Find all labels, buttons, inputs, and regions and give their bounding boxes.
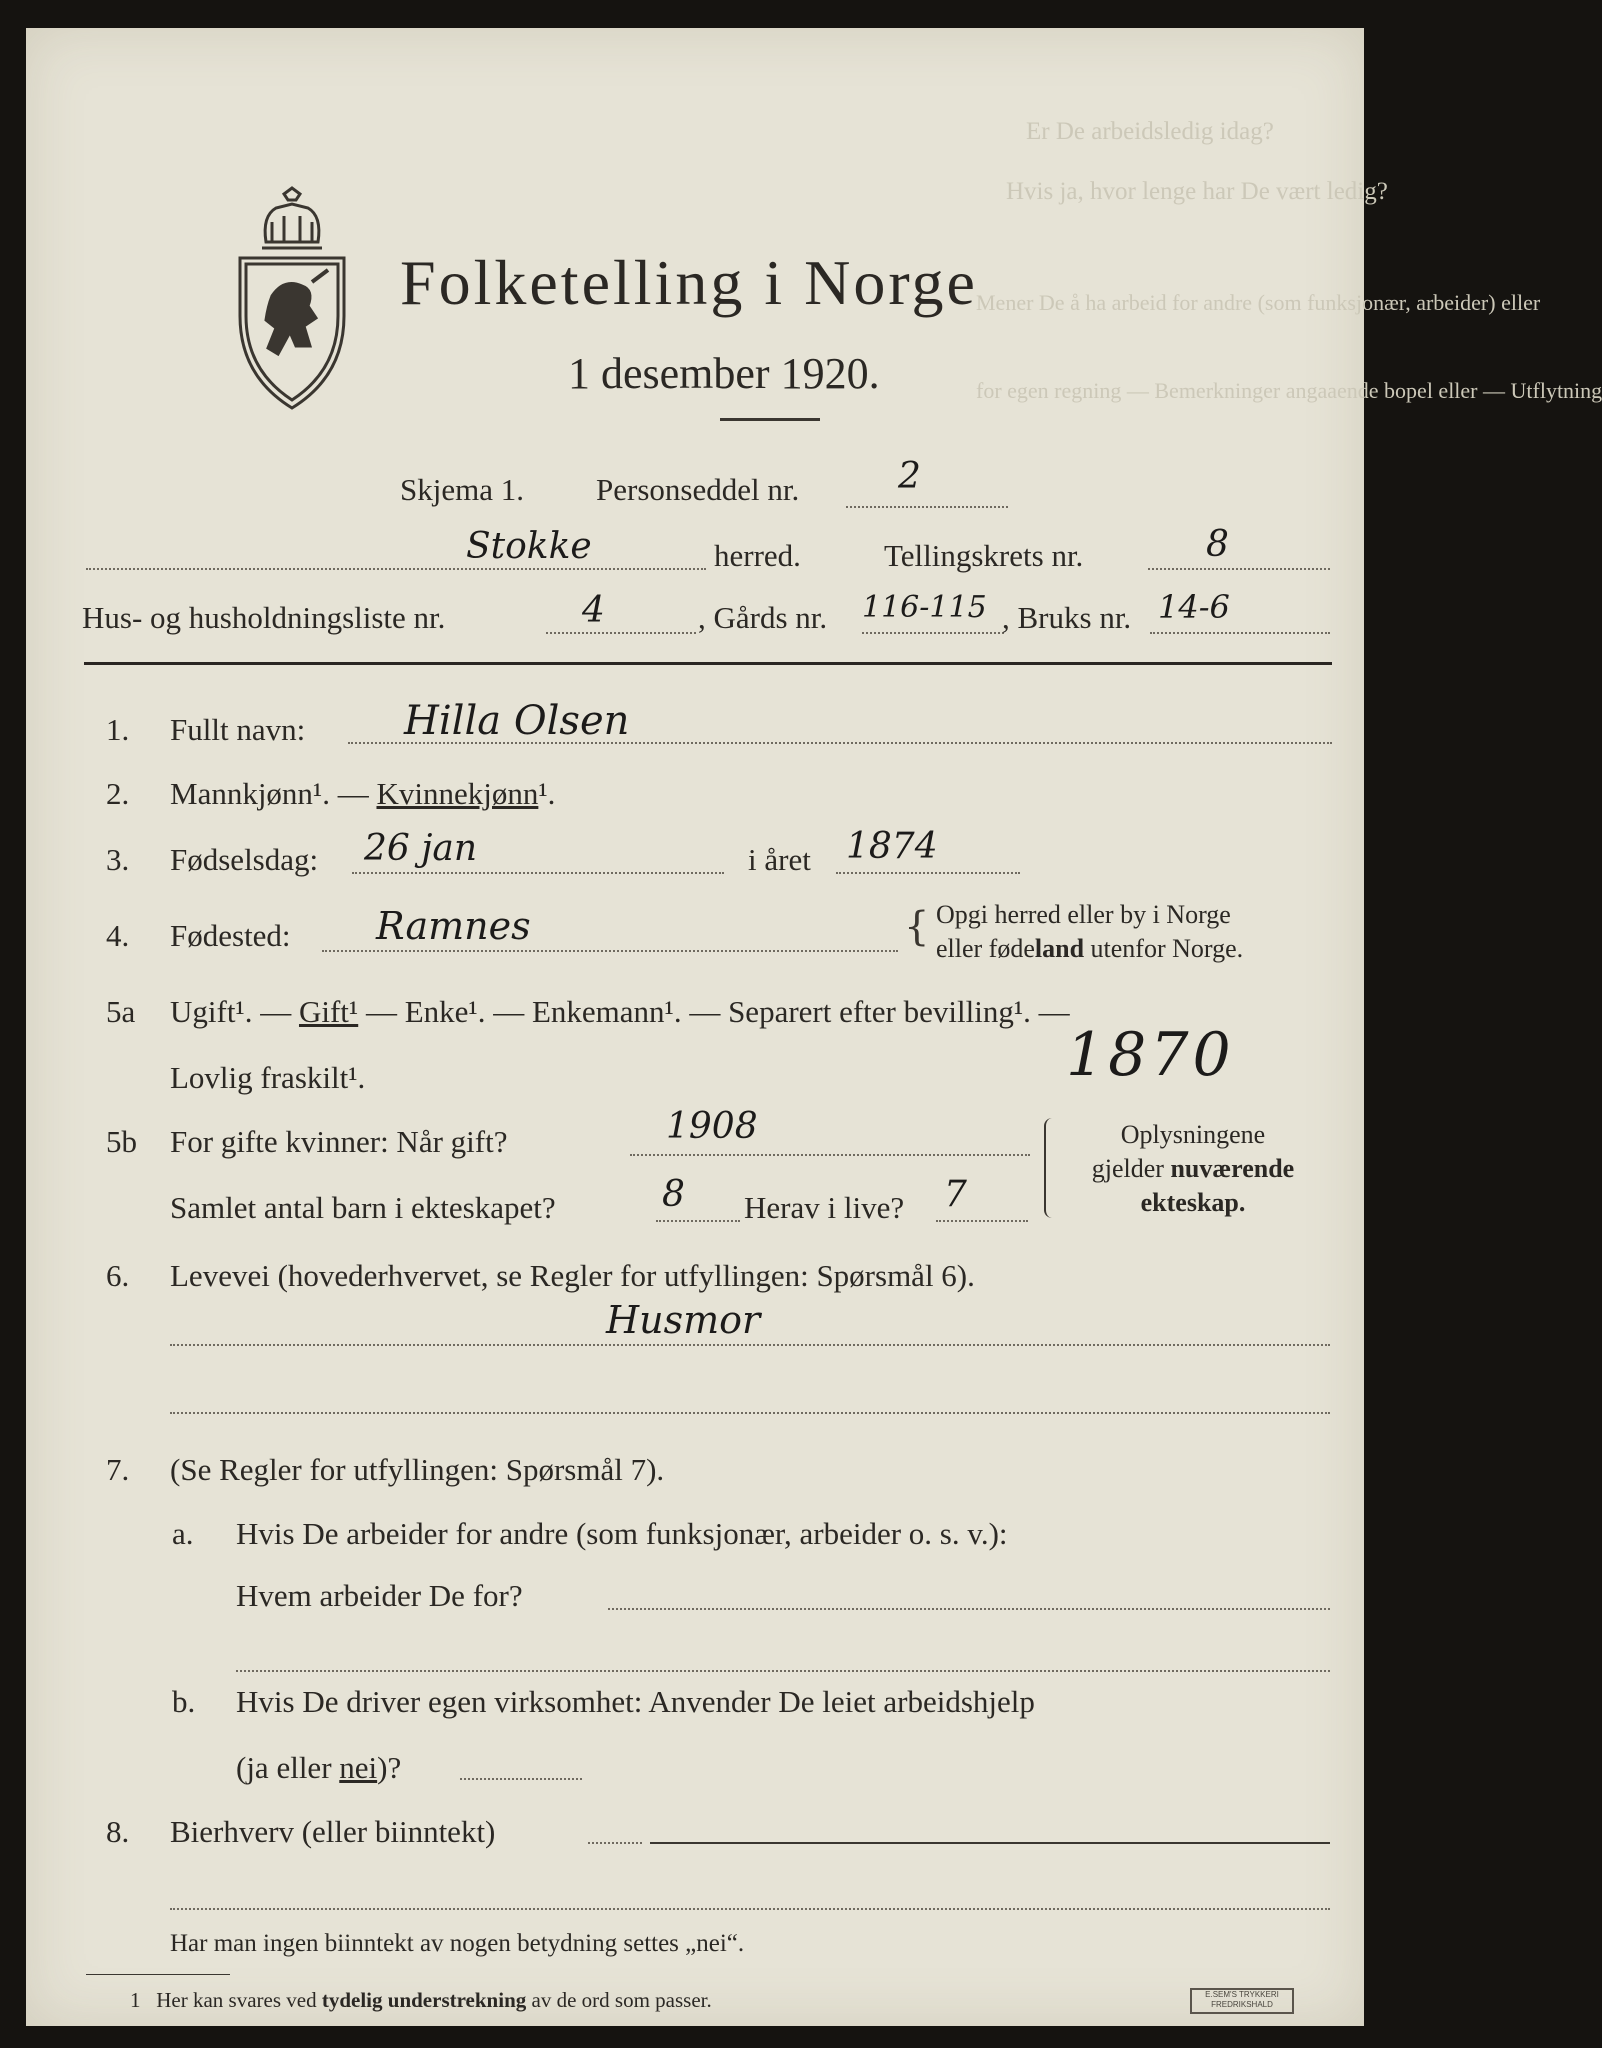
hired-help-field[interactable] — [460, 1778, 582, 1780]
footnote — [130, 1988, 712, 2013]
female-sup: ¹. — [538, 776, 556, 811]
printer-stamp — [1190, 1988, 1294, 2014]
occupation-field[interactable] — [170, 1344, 1330, 1346]
title-rule — [720, 418, 820, 421]
footnote-text: Her kan svares ved — [156, 1988, 322, 2012]
hus-label: Hus- og husholdningsliste nr. — [82, 600, 446, 635]
form-title: Folketelling i Norge — [400, 247, 978, 318]
herred-label: herred. — [714, 538, 801, 573]
side-income-label: Bierhverv (eller biinntekt) — [170, 1814, 496, 1849]
birth-year-value: 1874 — [846, 826, 938, 867]
employer-field-2[interactable] — [236, 1670, 1330, 1672]
personseddel-value: 2 — [898, 456, 921, 497]
hired-help-options — [236, 1750, 401, 1786]
q7a-letter: a. — [172, 1516, 194, 1551]
marriage-note-2 — [1058, 1154, 1328, 1184]
bruks-label: , Bruks nr. — [1002, 600, 1132, 635]
q3-label: Fødselsdag: — [170, 842, 319, 877]
norway-coat-of-arms-icon — [232, 186, 352, 412]
occupation-value: Husmor — [606, 1298, 761, 1342]
q6-number: 6. — [106, 1258, 130, 1293]
question-mark: )? — [377, 1750, 402, 1785]
footnote-bold: tydelig understrekning — [321, 1988, 527, 2012]
bleed-through-line: Mener De å ha arbeid for andre (som funksjonær, arbeider) eller — [976, 290, 1541, 315]
q5a-number: 5a — [106, 994, 136, 1029]
q3-number: 3. — [106, 842, 130, 877]
footnote-rule — [86, 1974, 230, 1975]
birthplace-note-1: Opgi herred eller by i Norge — [936, 900, 1231, 929]
bleed-through-line: Hvis ja, hvor lenge har De vært ledig? — [1006, 178, 1388, 205]
q7-number: 7. — [106, 1452, 130, 1487]
q1-number: 1. — [106, 712, 130, 747]
q2-number: 2. — [106, 776, 130, 811]
note-bold: land — [1034, 934, 1085, 963]
skjema-label: Skjema 1. — [400, 472, 524, 507]
birth-year-field[interactable] — [836, 872, 1020, 874]
year-label: i året — [748, 842, 811, 877]
q7-label: (Se Regler for utfyllingen: Spørsmål 7). — [170, 1452, 665, 1487]
q7a-text: Hvis De arbeider for andre (som funksjonær, arbeider o. s. v.): — [236, 1516, 1008, 1551]
stamp-line: E.SEM'S TRYKKERI — [1205, 1990, 1279, 1999]
footer-note: Har man ingen biinntekt av nogen betydning settes „nei“. — [170, 1930, 745, 1957]
birthplace-field[interactable] — [322, 950, 898, 952]
header-divider — [84, 662, 1332, 665]
footnote-text: av de ord som passer. — [526, 1988, 712, 2012]
note-text: gjelder — [1091, 1154, 1171, 1183]
note-bold: nuværende — [1170, 1154, 1295, 1183]
q5b-number: 5b — [106, 1124, 137, 1159]
personseddel-field[interactable] — [846, 506, 1008, 508]
q4-number: 4. — [106, 918, 130, 953]
census-date: 1 desember 1920. — [568, 349, 880, 398]
children-field[interactable] — [656, 1220, 740, 1222]
personseddel-label: Personseddel nr. — [596, 472, 800, 507]
side-income-field[interactable] — [650, 1842, 1330, 1844]
female-option-underlined[interactable]: Kvinnekjønn — [376, 776, 539, 811]
male-option[interactable]: Mannkjønn¹. — — [170, 776, 377, 811]
marriage-note-1: Oplysningene — [1120, 1120, 1266, 1149]
yes-option[interactable]: (ja eller — [236, 1750, 340, 1785]
divorced-option[interactable]: Lovlig fraskilt¹. — [170, 1060, 366, 1095]
note-text: utenfor Norge. — [1084, 934, 1244, 963]
brace: { — [904, 904, 930, 950]
bruks-field[interactable] — [1150, 632, 1330, 634]
when-married-value: 1908 — [666, 1106, 758, 1147]
stamp-line: FREDRIKSHALD — [1211, 2000, 1273, 2009]
herred-field[interactable] — [86, 568, 706, 570]
hus-value: 4 — [582, 590, 605, 631]
herred-value: Stokke — [466, 526, 592, 567]
q7b-letter: b. — [172, 1684, 196, 1719]
side-income-field-2[interactable] — [170, 1908, 1330, 1910]
children-value: 8 — [662, 1174, 685, 1215]
tellingskrets-value: 8 — [1206, 524, 1229, 565]
note-brace — [1044, 1118, 1052, 1218]
marital-options — [170, 994, 1070, 1030]
employer-label: Hvem arbeider De for? — [236, 1578, 523, 1613]
q7b-text: Hvis De driver egen virksomhet: Anvender De leiet arbeidshjelp — [236, 1684, 1035, 1719]
note-text: eller føde — [936, 934, 1035, 963]
unmarried-option[interactable]: Ugift¹. — — [170, 994, 299, 1029]
birthplace-note-2 — [936, 934, 1243, 964]
employer-field[interactable] — [608, 1608, 1330, 1610]
q4-label: Fødested: — [170, 918, 291, 953]
gards-label: , Gårds nr. — [698, 600, 828, 635]
footnote-number: 1 — [130, 1988, 141, 2012]
bleed-through-line: Er De arbeidsledig idag? — [1026, 118, 1274, 145]
birthday-value: 26 jan — [364, 828, 478, 869]
alive-field[interactable] — [936, 1220, 1028, 1222]
other-marital-options[interactable]: — Enke¹. — Enkemann¹. — Separert efter bevilling¹. — — [358, 994, 1070, 1029]
occupation-label: Levevei (hovederhvervet, se Regler for utfyllingen: Spørsmål 6). — [170, 1258, 975, 1293]
gards-value: 116-115 — [862, 590, 987, 625]
full-name-value: Hilla Olsen — [404, 698, 630, 744]
no-option-underlined[interactable]: nei — [339, 1750, 378, 1785]
tellingskrets-field[interactable] — [1148, 568, 1330, 570]
when-married-field[interactable] — [630, 1154, 1030, 1156]
margin-annotation: 1870 — [1066, 1020, 1235, 1090]
bleed-through-line: for egen regning — Bemerkninger angaaende bopel eller — Utflytning — [976, 378, 1602, 403]
alive-label: Herav i live? — [744, 1190, 905, 1225]
q8-number: 8. — [106, 1814, 130, 1849]
gards-field[interactable] — [862, 632, 1004, 634]
when-married-label: For gifte kvinner: Når gift? — [170, 1124, 508, 1159]
q2-options — [170, 776, 555, 812]
side-income-field-lead[interactable] — [588, 1842, 642, 1844]
tellingskrets-label: Tellingskrets nr. — [884, 538, 1084, 573]
occupation-field-2[interactable] — [170, 1412, 1330, 1414]
married-option-underlined[interactable]: Gift¹ — [298, 994, 359, 1029]
birthplace-value: Ramnes — [376, 904, 531, 948]
hus-field[interactable] — [546, 632, 696, 634]
children-label: Samlet antal barn i ekteskapet? — [170, 1190, 556, 1225]
birthday-field[interactable] — [352, 872, 724, 874]
census-form-page — [26, 28, 1602, 2026]
q1-label: Fullt navn: — [170, 712, 306, 747]
marriage-note-3: ekteskap. — [1140, 1188, 1246, 1217]
alive-value: 7 — [944, 1174, 967, 1215]
bruks-value: 14-6 — [1158, 588, 1230, 626]
